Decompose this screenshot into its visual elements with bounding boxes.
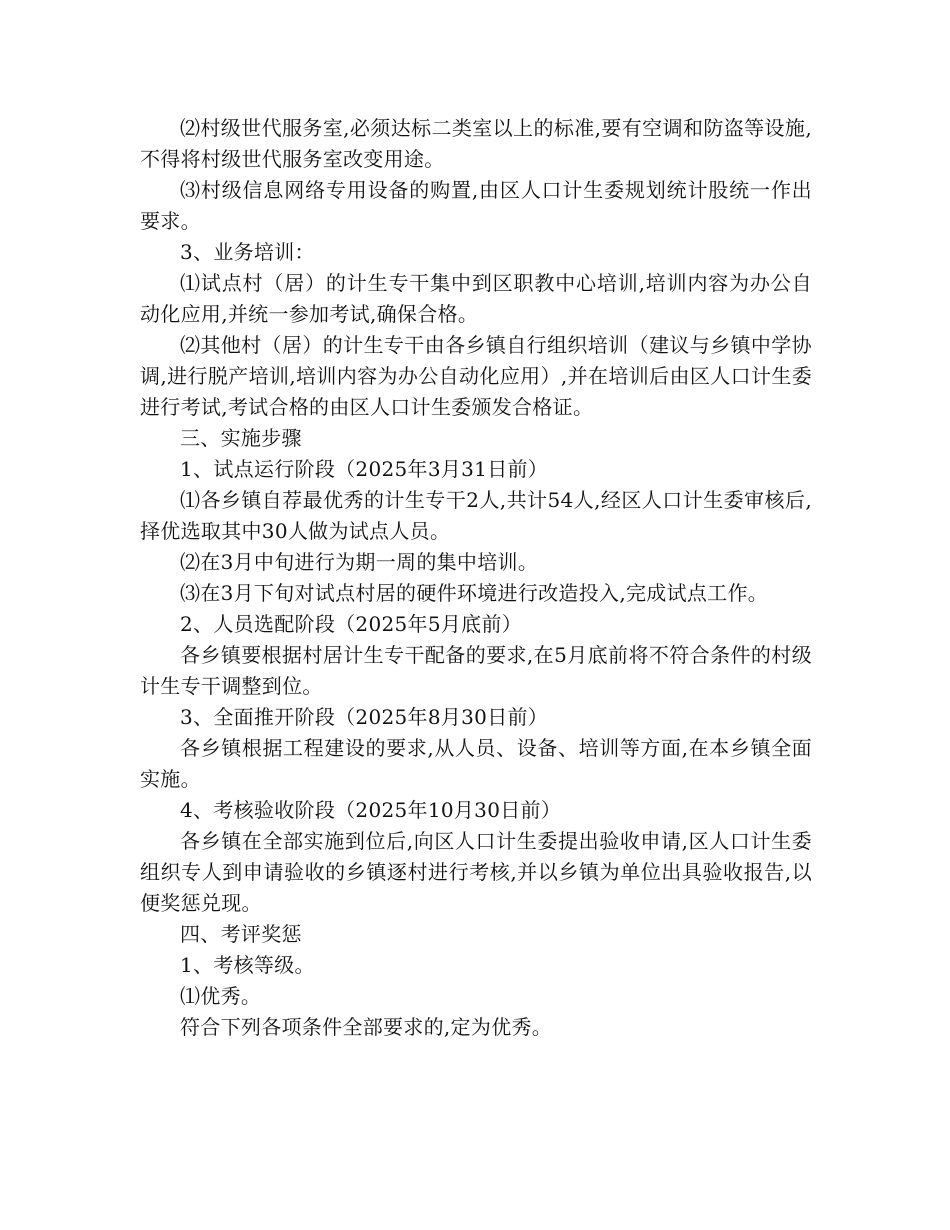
section-heading: 四、考评奖惩: [180, 922, 302, 946]
section-heading: 1、试点运行阶段（2025年3月31日前）: [180, 457, 549, 481]
section-heading: 3、全面推开阶段（2025年8月30日前）: [180, 705, 549, 729]
paragraph: ⑶在3月下旬对试点村居的硬件环境进行改造投入,完成试点工作。: [180, 581, 769, 605]
paragraph: ⑵在3月中旬进行为期一周的集中培训。: [180, 550, 539, 574]
section-heading: 4、考核验收阶段（2025年10月30日前）: [180, 798, 562, 822]
paragraph: ⑴试点村（居）的计生专干集中到区职教中心培训,培训内容为办公自动化应用,并统一参加考试,确保合格。: [140, 271, 812, 326]
section-heading: 1、考核等级。: [180, 953, 315, 977]
paragraph: 各乡镇要根据村居计生专干配备的要求,在5月底前将不符合条件的村级计生专干调整到位。: [140, 643, 812, 698]
section-heading: 2、人员选配阶段（2025年5月底前）: [180, 612, 523, 636]
paragraph: ⑵村级世代服务室,必须达标二类室以上的标准,要有空调和防盗等设施,不得将村级世代服务室改变用途。: [140, 116, 812, 171]
paragraph: ⑴优秀。: [180, 984, 262, 1008]
paragraph: ⑵其他村（居）的计生专干由各乡镇自行组织培训（建议与乡镇中学协调,进行脱产培训,培训内容为办公自动化应用）,并在培训后由区人口计生委进行考试,考试合格的由区人口计生委颁发合格证。: [140, 333, 812, 419]
section-heading: 3、业务培训：: [180, 240, 315, 264]
paragraph: ⑴各乡镇自荐最优秀的计生专干2人,共计54人,经区人口计生委审核后,择优选取其中30人做为试点人员。: [140, 488, 812, 543]
paragraph: 符合下列各项条件全部要求的,定为优秀。: [180, 1015, 553, 1039]
paragraph: 各乡镇在全部实施到位后,向区人口计生委提出验收申请,区人口计生委组织专人到申请验收的乡镇逐村进行考核,并以乡镇为单位出具验收报告,以便奖惩兑现。: [140, 829, 812, 915]
paragraph: 各乡镇根据工程建设的要求,从人员、设备、培训等方面,在本乡镇全面实施。: [140, 736, 812, 791]
paragraph: ⑶村级信息网络专用设备的购置,由区人口计生委规划统计股统一作出要求。: [140, 178, 812, 233]
document-body: [140, 113, 812, 1043]
section-heading: 三、实施步骤: [180, 426, 302, 450]
